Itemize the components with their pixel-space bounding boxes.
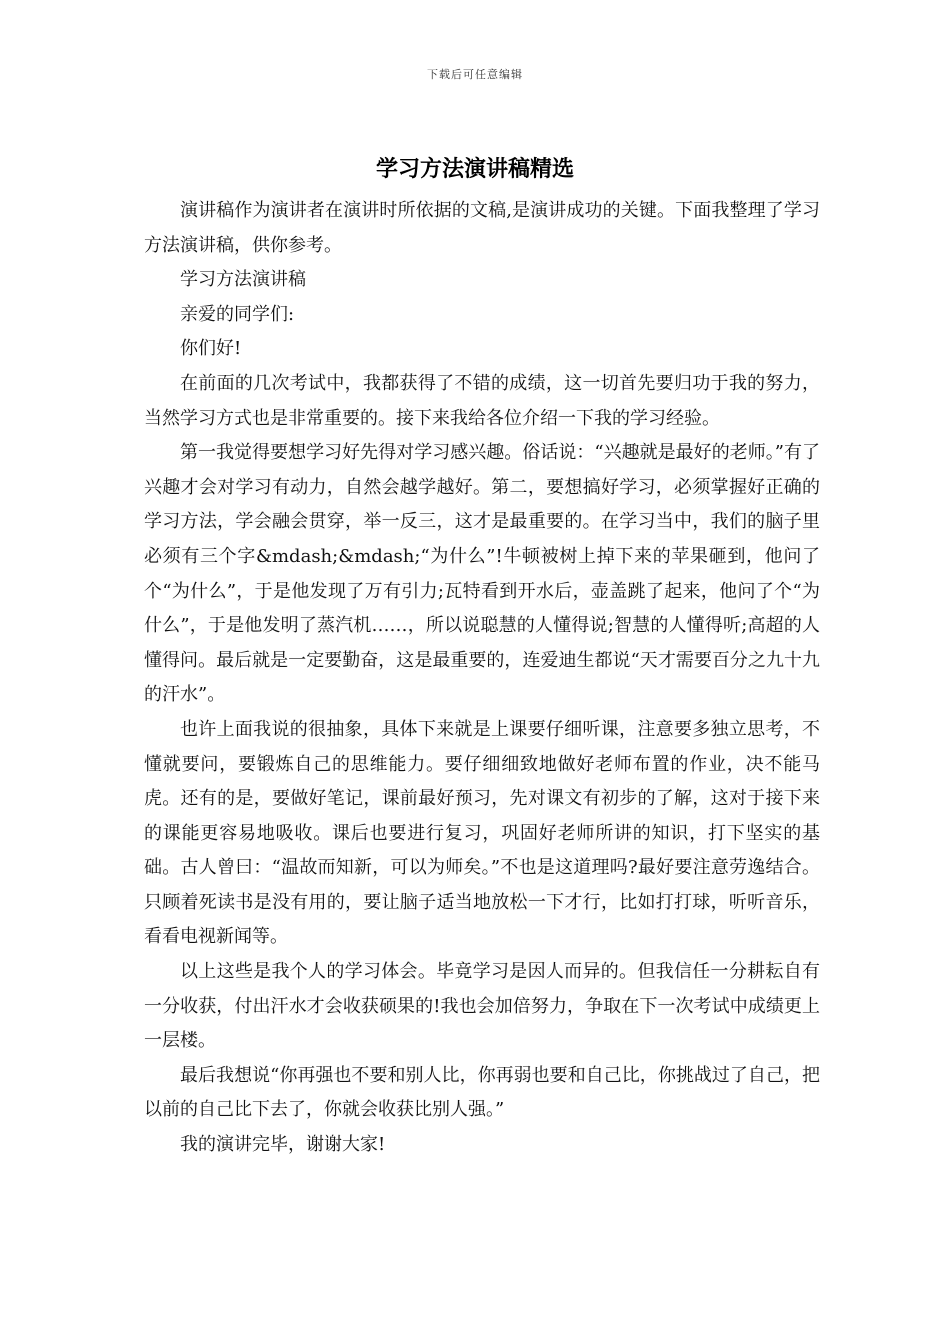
- paragraph-salutation: 亲爱的同学们:: [180, 303, 295, 325]
- paragraph-closing: 我的演讲完毕，谢谢大家!: [180, 1134, 386, 1156]
- paragraph-final-words: 最后我想说“你再强也不要和别人比，你再弱也要和自己比，你挑战过了自己，把以前的自己比下去了，你就会收获比别人强。”: [144, 1064, 820, 1121]
- paragraph-intro: 演讲稿作为演讲者在演讲时所依据的文稿,是演讲成功的关键。下面我整理了学习方法演讲稿，供你参考。: [144, 200, 820, 256]
- paragraph-interest-method: 第一我觉得要想学习好先得对学习感兴趣。俗话说：“兴趣就是最好的老师。”有了兴趣才会对学习有动力，自然会越学越好。第二，要想搞好学习，必须掌握好正确的学习方法，学会融会贯穿，举一反三，这才是最重要的。在学习当中，我们的脑子里必须有三个字&mdash;&mdash;“为什么”!牛顿被树上掉下来的苹果砸到，他问了个“为什么”，于是他发现了万有引力;瓦特看到开水后，壶盖跳了起来，他问了个“为什么”，于是他发明了蒸汽机……，所以说聪慧的人懂得说;智慧的人懂得听;高超的人懂得问。最后就是一定要勤奋，这是最重要的，连爱迪生都说“天才需要百分之九十九的汗水”。: [144, 442, 820, 706]
- document-title: 学习方法演讲稿精选: [375, 156, 574, 182]
- paragraph-summary: 以上这些是我个人的学习体会。毕竟学习是因人而异的。但我信任一分耕耘自有一分收获，付出汗水才会收获硕果的!我也会加倍努力，争取在下一次考试中成绩更上一层楼。: [144, 961, 820, 1052]
- paragraph-speech-heading: 学习方法演讲稿: [180, 269, 306, 291]
- paragraph-opening: 在前面的几次考试中，我都获得了不错的成绩，这一切首先要归功于我的努力，当然学习方式也是非常重要的。接下来我给各位介绍一下我的学习经验。: [144, 372, 820, 429]
- header-note: 下载后可任意编辑: [427, 68, 523, 81]
- document-body: [144, 194, 820, 1163]
- paragraph-details: 也许上面我说的很抽象，具体下来就是上课要仔细听课，注意要多独立思考，不懂就要问，要锻炼自己的思维能力。要仔细细致地做好老师布置的作业，决不能马虎。还有的是，要做好笔记，课前最好预习，先对课文有初步的了解，这对于接下来的课能更容易地吸收。课后也要进行复习，巩固好老师所讲的知识，打下坚实的基础。古人曾曰：“温故而知新，可以为师矣。”不也是这道理吗?最好要注意劳逸结合。只顾着死读书是没有用的，要让脑子适当地放松一下才行，比如打打球，听听音乐，看看电视新闻等。: [144, 718, 820, 948]
- paragraph-greeting: 你们好!: [180, 338, 242, 360]
